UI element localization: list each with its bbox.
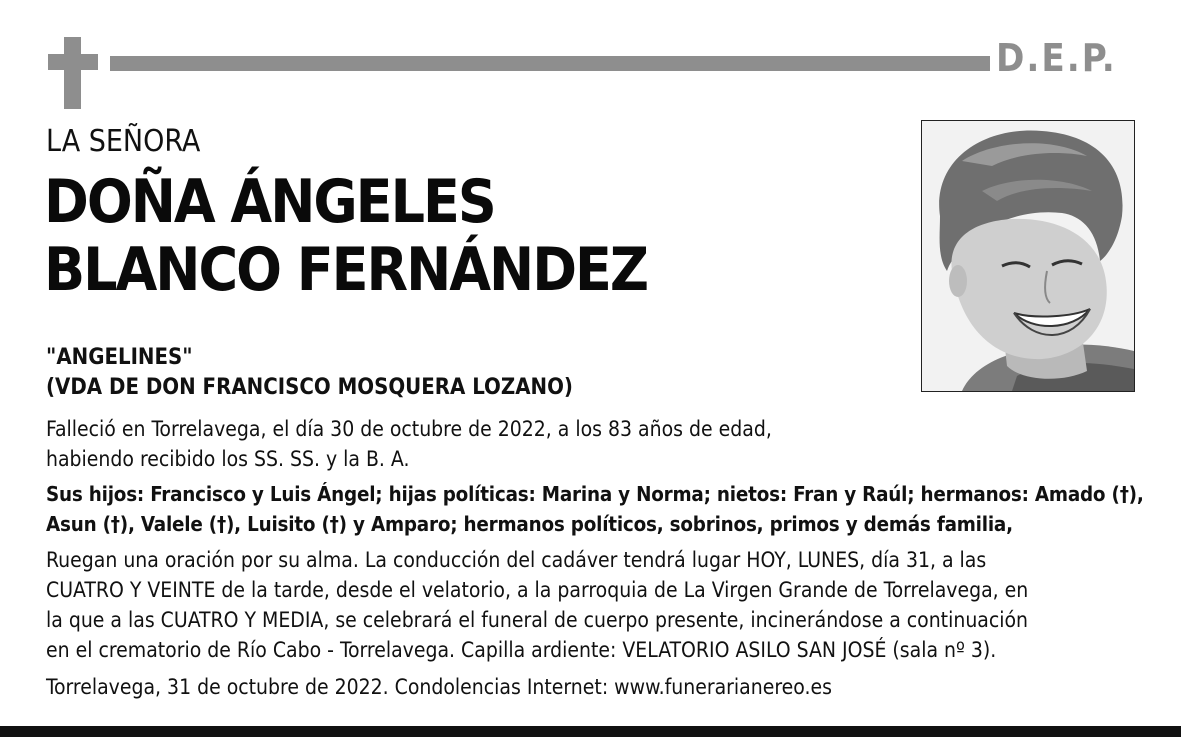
portrait-photo — [921, 120, 1135, 392]
honorific-title: LA SEÑORA — [46, 124, 201, 159]
family-line-2: Asun (†), Valele (†), Luisito (†) y Amparo; hermanos políticos, sobrinos, primos y demás familia, — [46, 512, 1013, 536]
closing-line: Torrelavega, 31 de octubre de 2022. Condolencias Internet: www.funerarianereo.es — [46, 675, 832, 699]
service-line-3: la que a las CUATRO Y MEDIA, se celebrará el funeral de cuerpo presente, incinerándose a continuación — [46, 608, 1029, 632]
service-line-4: en el crematorio de Río Cabo - Torrelavega. Capilla ardiente: VELATORIO ASILO SAN JOSÉ (sala nº 3). — [46, 638, 997, 662]
widow-of: (VDA DE DON FRANCISCO MOSQUERA LOZANO) — [46, 375, 573, 400]
family-list — [46, 479, 1144, 539]
funeral-details — [46, 545, 1028, 665]
dep-label: D.E.P. — [996, 36, 1117, 80]
header-rule — [110, 56, 990, 71]
deceased-name — [44, 168, 647, 304]
death-line-1: Falleció en Torrelavega, el día 30 de octubre de 2022, a los 83 años de edad, — [46, 417, 772, 441]
nickname: "ANGELINES" — [46, 345, 193, 370]
service-line-1: Ruegan una oración por su alma. La conducción del cadáver tendrá lugar HOY, LUNES, día 31, a las — [46, 548, 987, 572]
family-line-1: Sus hijos: Francisco y Luis Ángel; hijas políticas: Marina y Norma; nietos: Fran y Raúl; hermanos: Amado (†), — [46, 482, 1144, 506]
deceased-name-line1: DOÑA ÁNGELES — [44, 167, 495, 237]
death-line-2: habiendo recibido los SS. SS. y la B. A. — [46, 447, 410, 471]
deceased-name-line2: BLANCO FERNÁNDEZ — [44, 235, 648, 305]
death-announcement — [46, 414, 772, 474]
service-line-2: CUATRO Y VEINTE de la tarde, desde el velatorio, a la parroquia de La Virgen Grande de Torrelavega, en — [46, 578, 1029, 602]
cross-icon — [48, 37, 98, 109]
footer-rule — [0, 726, 1181, 737]
nickname-block — [46, 343, 573, 403]
